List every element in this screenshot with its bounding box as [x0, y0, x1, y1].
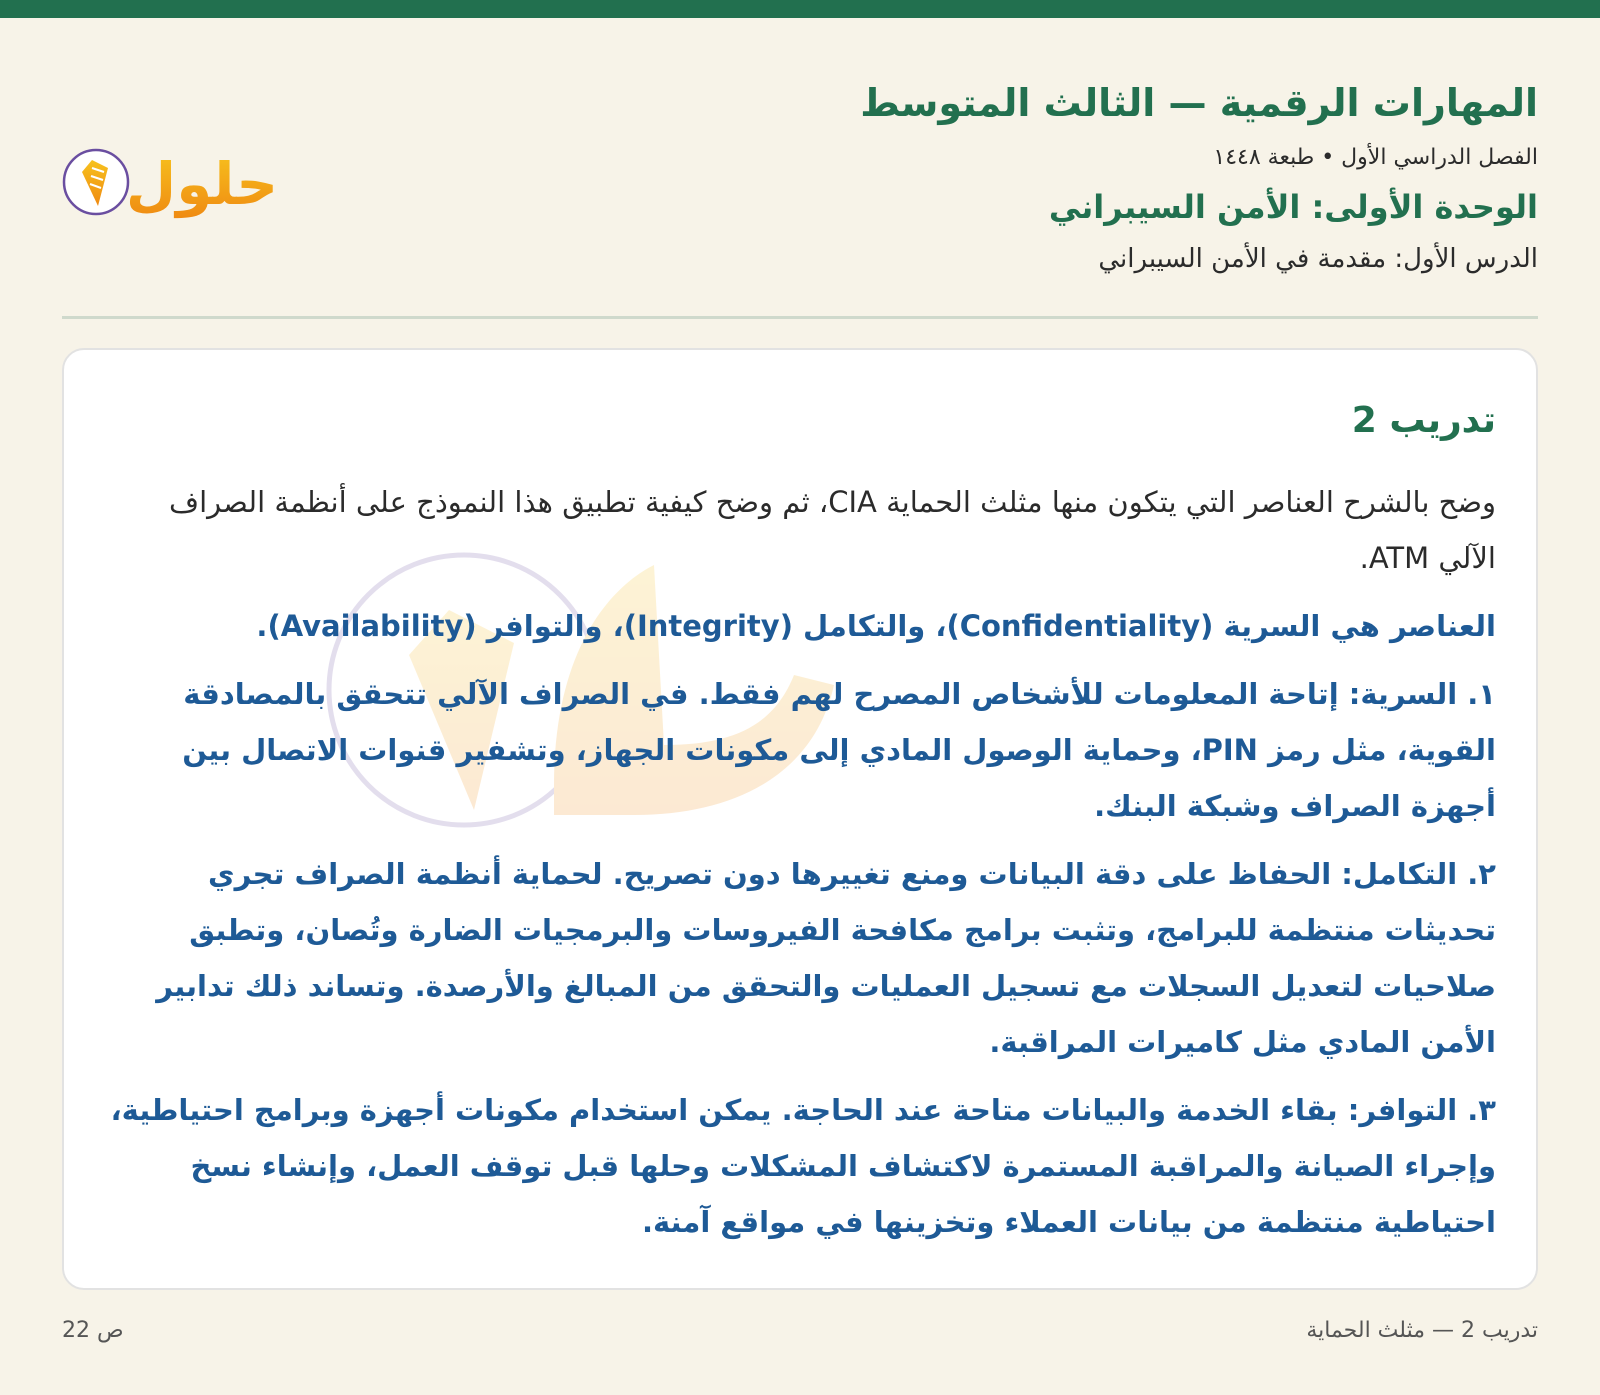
lesson-title: الدرس الأول: مقدمة في الأمن السيبراني	[1098, 244, 1538, 274]
exercise-question: وضح بالشرح العناصر التي يتكون منها مثلث الحماية CIA، ثم وضح كيفية تطبيق هذا النموذج على أنظمة الصراف الآلي ATM.	[169, 485, 1496, 575]
hulul-logo-icon	[62, 132, 282, 232]
answer-item-confidentiality: ١. السرية: إتاحة المعلومات للأشخاص المصرح لهم فقط. في الصراف الآلي تتحقق بالمصادقة القوية، مثل رمز PIN، وحماية الوصول المادي إلى مكونات الجهاز، وتشفير قنوات الاتصال بين أجهزة الصراف وشبكة البنك.	[182, 677, 1496, 823]
page-header	[62, 72, 1538, 322]
logo-text: حلول	[125, 150, 279, 218]
top-accent-bar	[0, 0, 1600, 18]
book-title: المهارات الرقمية — الثالث المتوسط	[860, 81, 1538, 125]
edition-line: الفصل الدراسي الأول • طبعة ١٤٤٨	[1213, 145, 1538, 170]
exercise-content	[64, 350, 1536, 1250]
answer-item-availability: ٣. التوافر: بقاء الخدمة والبيانات متاحة عند الحاجة. يمكن استخدام مكونات أجهزة وبرامج احتياطية، وإجراء الصيانة والمراقبة المستمرة لاكتشاف المشكلات وحلها قبل توقف العمل، وإنشاء نسخ احتياطية منتظمة من بيانات العملاء وتخزينها في مواقع آمنة.	[110, 1093, 1496, 1239]
answer-item-integrity: ٢. التكامل: الحفاظ على دقة البيانات ومنع تغييرها دون تصريح. لحماية أنظمة الصراف تجري تحديثات منتظمة للبرامج، وتثبت برامج مكافحة الفيروسات والبرمجيات الضارة وتُصان، وتطبق صلاحيات لتعديل السجلات مع تسجيل العمليات والتحقق من المبالغ والأرصدة. وتساند ذلك تدابير الأمن المادي مثل كاميرات المراقبة.	[156, 857, 1496, 1059]
header-divider	[62, 316, 1538, 319]
header-text-block	[860, 72, 1538, 280]
hulul-logo	[62, 132, 282, 232]
exercise-card	[62, 348, 1538, 1290]
footer-section-label: تدريب 2 — مثلث الحماية	[1306, 1318, 1538, 1343]
unit-title: الوحدة الأولى: الأمن السيبراني	[1048, 188, 1538, 226]
exercise-title: تدريب 2	[1351, 400, 1496, 441]
answer-intro: العناصر هي السرية (Confidentiality)، والتكامل (Integrity)، والتوافر (Availability).	[256, 609, 1496, 643]
footer-page-number: ص 22	[62, 1318, 124, 1343]
